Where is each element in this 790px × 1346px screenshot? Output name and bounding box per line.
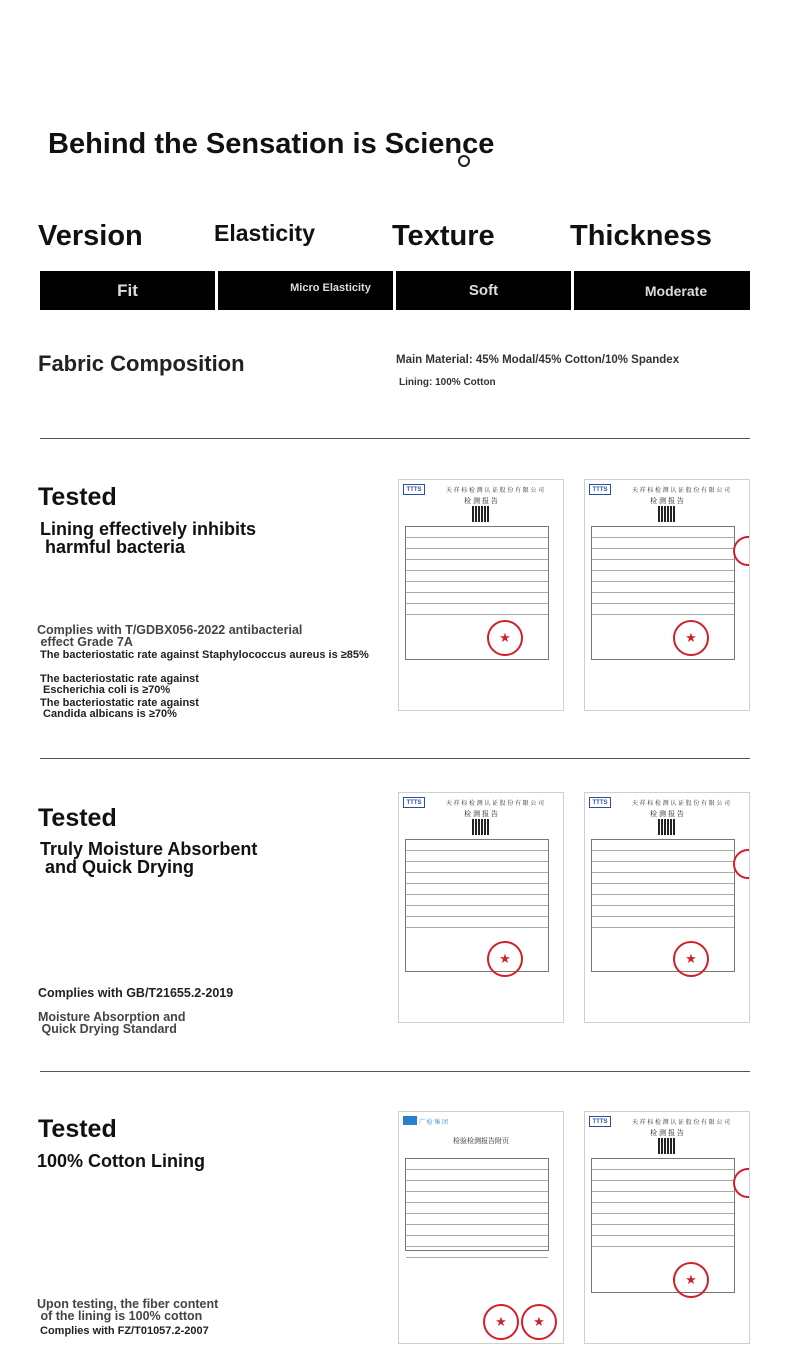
test-report-image (398, 1111, 564, 1344)
certificate-title: 检 测 报 告 (464, 811, 498, 818)
standard-note: Complies with FZ/T01057.2-2007 (40, 1325, 209, 1337)
attribute-label-version: Version (38, 220, 143, 252)
standard-note: Moisture Absorption and Quick Drying Standard (38, 1010, 186, 1036)
certificate-title: 检验检测报告附页 (453, 1138, 509, 1145)
report-table (405, 1158, 549, 1251)
composition-lining: Lining: 100% Cotton (399, 377, 496, 388)
report-table (405, 839, 549, 972)
certificate-org: 天 祥 标 检 测 认 证 股 份 有 限 公 司 (445, 488, 544, 494)
attribute-value-texture (396, 271, 571, 310)
bacteriostatic-note: The bacteriostatic rate against Escherichia coli is ≥70% (40, 673, 199, 696)
certificate-logo: TTTS (589, 1116, 611, 1127)
tested-heading: Tested (38, 483, 117, 511)
certificate-org: 天 祥 标 检 测 认 证 股 份 有 限 公 司 (631, 801, 730, 807)
qr-code-icon (658, 819, 676, 835)
fiber-content-note: Upon testing, the fiber content of the lining is 100% cotton (37, 1297, 219, 1323)
seal-stamp-icon: ★ (521, 1304, 557, 1340)
seal-stamp-icon (733, 849, 750, 879)
seal-stamp-icon: ★ (487, 941, 523, 977)
bacteriostatic-note: The bacteriostatic rate against Candida albicans is ≥70% (40, 697, 199, 720)
standard-note: Complies with T/GDBX056-2022 antibacterial effect Grade 7A (37, 623, 303, 649)
qr-code-icon (658, 506, 676, 522)
qr-code-icon (472, 506, 490, 522)
standard-note: Complies with GB/T21655.2-2019 (38, 986, 234, 1000)
report-table (591, 1158, 735, 1293)
qr-code-icon (472, 819, 490, 835)
certificate-org: 天 祥 标 检 测 认 证 股 份 有 限 公 司 (631, 1120, 730, 1126)
certificate-logo: TTTS (589, 797, 611, 808)
divider (40, 1071, 750, 1072)
bacteriostatic-note: The bacteriostatic rate against Staphylococcus aureus is ≥85% (40, 649, 369, 661)
attribute-value-text: Soft (468, 282, 499, 299)
certificate-title: 检 测 报 告 (650, 498, 684, 505)
certificate-title: 检 测 报 告 (650, 1130, 684, 1137)
attribute-label-elasticity: Elasticity (214, 220, 315, 246)
seal-stamp-icon: ★ (673, 941, 709, 977)
divider (40, 438, 750, 439)
tested-heading: Tested (38, 804, 117, 832)
report-table (591, 839, 735, 972)
certificate-title: 检 测 报 告 (464, 498, 498, 505)
certificate-logo: TTTS (403, 797, 425, 808)
cursor-icon (458, 155, 470, 167)
test-report-image (398, 792, 564, 1023)
attribute-value-thickness (574, 271, 750, 310)
section-subtitle: 100% Cotton Lining (37, 1151, 205, 1171)
composition-title: Fabric Composition (38, 351, 245, 376)
certificate-title: 检 测 报 告 (650, 811, 684, 818)
attribute-label-thickness: Thickness (570, 220, 712, 252)
test-report-image (584, 1111, 750, 1344)
test-report-image (398, 479, 564, 711)
attribute-value-version (40, 271, 215, 310)
certificate-logo: TTTS (403, 484, 425, 495)
attribute-value-text: Fit (117, 280, 138, 300)
composition-main: Main Material: 45% Modal/45% Cotton/10% Spandex (396, 354, 680, 366)
seal-stamp-icon (733, 536, 750, 566)
test-report-image (584, 792, 750, 1023)
certificate-org: 天 祥 标 检 测 认 证 股 份 有 限 公 司 (631, 488, 730, 494)
seal-stamp-icon: ★ (487, 620, 523, 656)
seal-stamp-icon: ★ (673, 620, 709, 656)
tested-heading: Tested (38, 1115, 117, 1143)
seal-stamp-icon: ★ (483, 1304, 519, 1340)
attribute-label-texture: Texture (392, 220, 495, 252)
page-title: Behind the Sensation is Science (48, 128, 495, 160)
guangjian-logo-icon (403, 1116, 417, 1125)
attribute-value-elasticity (218, 271, 393, 310)
test-report-image (584, 479, 750, 711)
section-subtitle: Truly Moisture Absorbent and Quick Drying (40, 839, 258, 877)
seal-stamp-icon (733, 1168, 750, 1198)
attribute-value-text: Moderate (644, 282, 708, 299)
seal-stamp-icon: ★ (673, 1262, 709, 1298)
certificate-org: 广 检 集 团 (419, 1120, 449, 1126)
report-table (591, 526, 735, 660)
certificate-logo: TTTS (589, 484, 611, 495)
qr-code-icon (658, 1138, 676, 1154)
certificate-org: 天 祥 标 检 测 认 证 股 份 有 限 公 司 (445, 801, 544, 807)
attribute-value-text: Micro Elasticity (290, 282, 371, 294)
section-subtitle: Lining effectively inhibits harmful bacteria (40, 519, 257, 557)
report-table (405, 526, 549, 660)
divider (40, 758, 750, 759)
